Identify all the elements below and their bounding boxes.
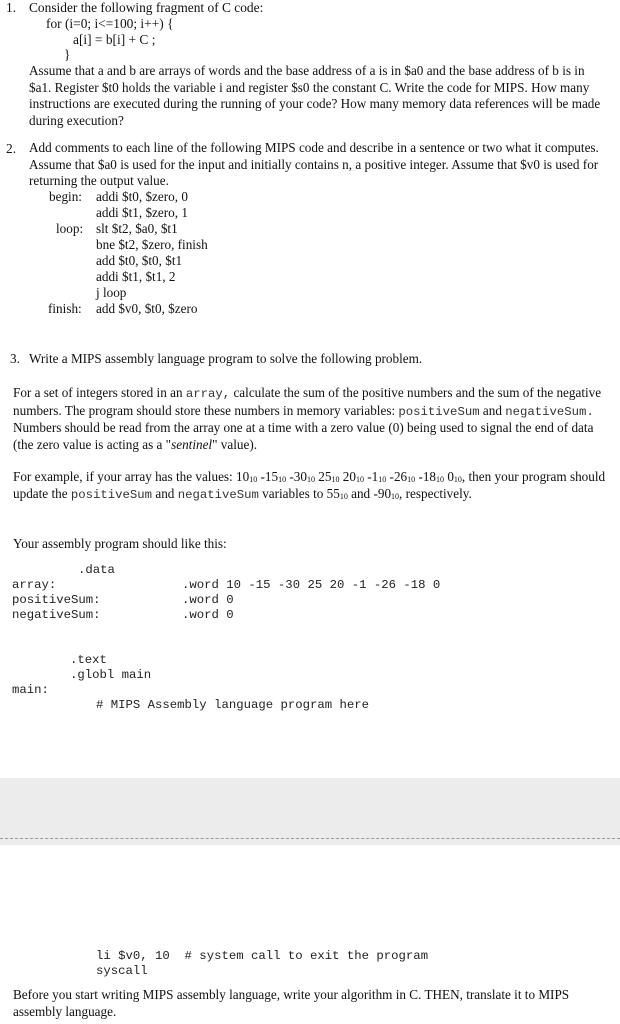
asm-main-label: main:	[12, 683, 49, 697]
q3-paragraph-2	[13, 469, 613, 503]
q2-instr-3: slt $t2, $a0, $t1	[96, 221, 178, 236]
asm-negative-sum-label: negativeSum:	[12, 608, 101, 622]
q2-label-begin: begin:	[49, 189, 82, 204]
value-9: $0_{10}$	[447, 469, 462, 484]
q2-instr-6: addi $t1, $t1, 2	[96, 269, 176, 284]
q3-heading: Write a MIPS assembly language program to solve the following problem.	[29, 351, 423, 366]
p1-text-c: and	[482, 402, 502, 418]
array-code-token: array,	[185, 387, 231, 401]
q3-paragraph-3: Your assembly program should like this:	[13, 536, 227, 551]
asm-negative-sum-value: .word 0	[182, 608, 234, 622]
q1-number: 1.	[6, 0, 17, 15]
p1-text-b: calculate the sum of the positive numbers and the sum of the negative numbers. The program should store these numbers in memory variables:	[13, 385, 602, 418]
q2-label-finish: finish:	[48, 301, 82, 316]
p2-text-d: variables to	[262, 485, 324, 501]
answer-area-band	[0, 778, 620, 845]
asm-text-directive: .text	[70, 653, 107, 667]
value-7: $-26_{10}$	[389, 469, 416, 484]
asm-data-directive: .data	[78, 563, 115, 577]
p2-text-f: , respectively.	[399, 485, 472, 501]
asm-positive-sum-value: .word 0	[182, 593, 234, 607]
q3-footer-instruction: Before you start writing MIPS assembly language, write your algorithm in C. THEN, translate it to MIPS assembly language.	[13, 987, 570, 1019]
value-4: $25_{10}$	[318, 469, 340, 484]
q2-instr-8: add $v0, $t0, $zero	[96, 301, 198, 316]
negative-result: $-90_{10}$	[373, 485, 400, 501]
q1-description: Assume that a and b are arrays of words and the base address of a is in $a0 and the base address of b is in $a1. Register $t0 holds the variable i and register $s0 the constant C. Write the code for MIPS. How many instructions are executed during the running of your code? How many memory data references will be made during execution?	[29, 63, 601, 128]
positive-result: $55_{10}$	[326, 485, 348, 501]
negative-sum-code-token: negativeSum.	[505, 404, 594, 419]
value-8: $-18_{10}$	[418, 469, 445, 484]
value-6: $-1_{10}$	[367, 469, 387, 484]
q2-description: Add comments to each line of the following MIPS code and describe in a sentence or two what it computes. Assume that $a0 is used for the input and initially contains n, a positive integer. Assume that $v0 is used for returning the output value.	[29, 140, 599, 189]
q2-number: 2.	[6, 141, 17, 156]
q3-paragraph-1	[13, 385, 613, 453]
positive-sum-code-token: positiveSum	[398, 404, 480, 419]
q1-code-line-3: }	[64, 47, 71, 62]
value-3: $-30_{10}$	[289, 469, 315, 484]
sentinel-word: sentinel	[171, 436, 213, 452]
q1-code-line-2: a[i] = b[i] + C ;	[73, 32, 156, 47]
q2-label-loop: loop:	[56, 221, 84, 236]
p2-text-e: and	[351, 485, 371, 501]
q2-instr-2: addi $t1, $zero, 1	[96, 205, 188, 220]
q3-number: 3.	[10, 351, 20, 366]
negative-sum-code-token: negativeSum	[177, 487, 259, 502]
p1-text-e: " value).	[212, 436, 258, 452]
asm-positive-sum-label: positiveSum:	[12, 593, 101, 607]
q2-instr-1: addi $t0, $zero, 0	[96, 189, 188, 204]
q1-code-line-1: for (i=0; i<=100; i++) {	[46, 16, 174, 31]
q2-instr-4: bne $t2, $zero, finish	[96, 237, 208, 252]
answer-area-divider	[0, 838, 620, 839]
q1-heading: Consider the following fragment of C code:	[29, 0, 264, 15]
value-2: $-15_{10}$	[260, 469, 287, 484]
value-5: $20_{10}$	[342, 469, 364, 484]
p2-text-b: , then your program should update the	[13, 469, 606, 501]
asm-syscall-line: syscall	[96, 964, 148, 978]
q2-instr-7: j loop	[96, 285, 127, 300]
q2-instr-5: add $t0, $t0, $t1	[96, 253, 183, 268]
asm-array-label: array:	[12, 578, 57, 592]
p2-text-c: and	[155, 485, 175, 501]
p1-text-d: Numbers should be read from the array one at a time with a zero value (0) being used to signal the end of data (the zero value is acting as a "	[13, 420, 594, 452]
p2-text-a: For example, if your array has the values:	[13, 469, 233, 484]
asm-exit-line: li $v0, 10 # system call to exit the program	[96, 949, 429, 963]
positive-sum-code-token: positiveSum	[70, 487, 153, 502]
asm-globl-main: .globl main	[70, 668, 152, 682]
asm-array-value: .word 10 -15 -30 25 20 -1 -26 -18 0	[182, 578, 441, 592]
asm-placeholder-comment: # MIPS Assembly language program here	[96, 698, 370, 712]
p1-text-a: For a set of integers stored in an	[13, 385, 183, 400]
value-1: $10_{10}$	[236, 469, 258, 484]
